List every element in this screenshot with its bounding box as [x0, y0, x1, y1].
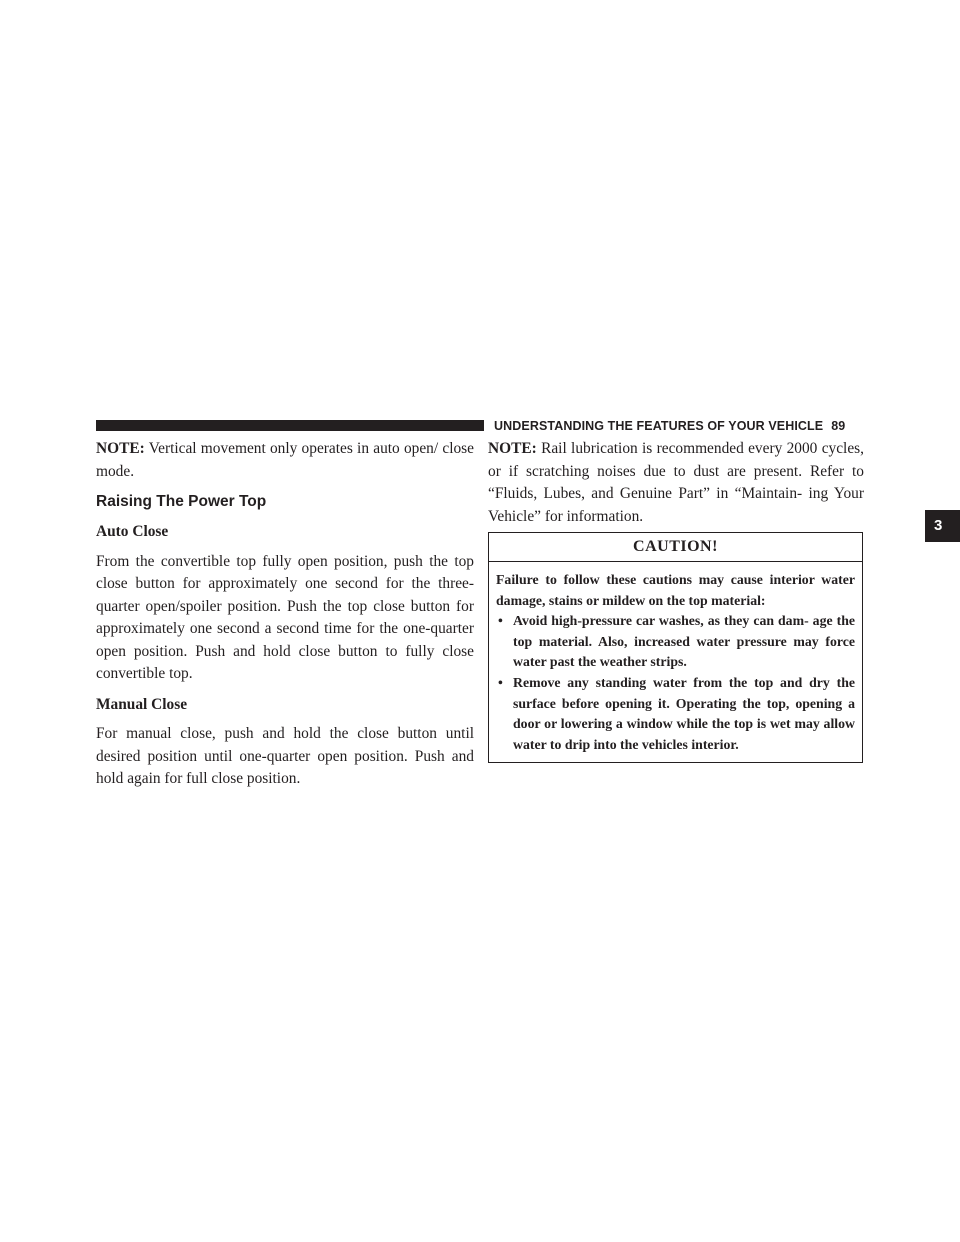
rail-note-text: Rail lubrication is recommended every 2000 cycles, or if scratching noises due to dust are present. Refer to “Fluids, Lubes, and Genuine Part” in “Maintain- ing Your Vehicle” for information. [488, 440, 864, 525]
rail-note-label: NOTE: [488, 440, 537, 457]
auto-close-heading: Auto Close [96, 523, 169, 540]
caution-box [488, 532, 863, 763]
auto-close-paragraph: From the convertible top fully open position, push the top close button for approximately one second for the three-quarter open/spoiler position. Push the top close button for approximately one second a second time for the one-quarter open position. Push and hold close button to fully close convertible top. [96, 552, 474, 682]
header-rule [96, 420, 484, 431]
rail-note-paragraph [488, 438, 864, 528]
bullet-icon: • [498, 674, 503, 690]
running-header [494, 417, 864, 435]
caution-item-text: Avoid high-pressure car washes, as they can dam- age the top material. Also, increased water pressure may force water past the weather strips. [513, 613, 855, 670]
note-text: Vertical movement only operates in auto open/ close mode. [96, 440, 474, 480]
header-title: UNDERSTANDING THE FEATURES OF YOUR VEHICLE [494, 419, 824, 433]
manual-close-paragraph: For manual close, push and hold the close button until desired position until one-quarter open position. Push and hold again for full close position. [96, 725, 474, 787]
caution-body [489, 562, 862, 755]
caution-title: CAUTION! [489, 533, 862, 562]
caution-intro: Failure to follow these cautions may cause interior water damage, stains or mildew on the top material: [496, 572, 855, 608]
page-number: 89 [831, 419, 846, 433]
section-heading: Raising The Power Top [96, 493, 267, 510]
manual-close-heading: Manual Close [96, 695, 188, 713]
chapter-tab [925, 510, 960, 542]
caution-list [496, 611, 855, 755]
chapter-tab-label: 3 [934, 517, 943, 534]
caution-item-text: Remove any standing water from the top and dry the surface before opening it. Operating the top, opening a door or lowering a window while the top is wet may allow water to drip into the vehicles interior. [513, 674, 855, 752]
note-paragraph [96, 438, 474, 483]
caution-item [496, 673, 855, 755]
note-label: NOTE: [96, 440, 145, 457]
right-column [488, 438, 864, 528]
caution-item [496, 611, 855, 673]
left-column [96, 438, 474, 791]
bullet-icon: • [498, 613, 503, 629]
